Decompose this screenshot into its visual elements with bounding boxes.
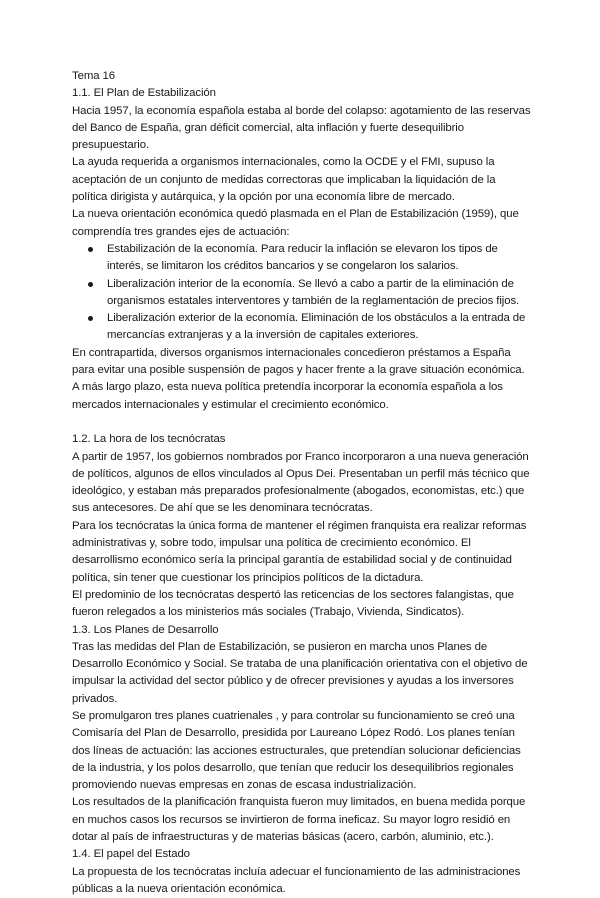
section-heading-1-1: 1.1. El Plan de Estabilización <box>72 87 216 100</box>
paragraph: El predominio de los tecnócratas despertó las reticencias de los sectores falangistas, que fueron relegados a los ministerios más sociales (Trabajo, Vivienda, Sindicatos). <box>72 588 514 619</box>
paragraph: Para los tecnócratas la única forma de mantener el régimen franquista era realizar reformas administrativas y, sobre todo, impulsar una política de crecimiento económico. El desarrollismo económico sería la principal garantía de estabilidad social y de continuidad política, sin tener que cuestionar los principios políticos de la dictadura. <box>72 519 527 584</box>
blank-line <box>72 414 532 431</box>
paragraph: Los resultados de la planificación franquista fueron muy limitados, en buena medida porque en muchos casos los recursos se invirtieron de forma ineficaz. Su mayor logro residió en dotar al país de infraestructuras y de materias básicas (acero, carbón, aluminio, etc.). <box>72 796 526 844</box>
bullet-icon <box>88 316 93 321</box>
bullet-icon <box>88 247 93 252</box>
paragraph: Hacia 1957, la economía española estaba al borde del colapso: agotamiento de las reservas del Banco de España, gran déficit comercial, alta inflación y fuerte desequilibrio presupuestario. <box>72 104 531 152</box>
section-heading-1-2: 1.2. La hora de los tecnócratas <box>72 433 226 446</box>
document-title: Tema 16 <box>72 70 115 82</box>
paragraph: A partir de 1957, los gobiernos nombrados por Franco incorporaron a una nueva generación de políticos, algunos de ellos vinculados al Opus Dei. Presentaban un perfil más técnico que ideológico, y estaban más preparados profesionalmente (abogados, economistas, etc.) que sus antecesores. De ahí que se les denominara tecnócratas. <box>72 450 530 515</box>
list-item-text: Estabilización de la economía. Para reducir la inflación se elevaron los tipos de interés, se limitaron los créditos bancarios y se congelaron los salarios. <box>107 242 498 273</box>
list-item <box>107 310 532 345</box>
section-heading-1-3: 1.3. Los Planes de Desarrollo <box>72 623 219 636</box>
paragraph: Se promulgaron tres planes cuatrienales , y para controlar su funcionamiento se creó una Comisaría del Plan de Desarrollo, presidida por Laureano López Rodó. Los planes tenían dos líneas de actuación: las acciones estructurales, que pretendían solucionar deficiencias de la industria, y los polos desarrollo, que tenían que reducir los desequilibrios regionales promoviendo nuevas empresas en zonas de escasa industrialización. <box>72 709 521 792</box>
paragraph: En contrapartida, diversos organismos internacionales concedieron préstamos a España para evitar una posible suspensión de pagos y hacer frente a la grave situación económica. <box>72 346 525 377</box>
bullet-list <box>72 241 532 345</box>
section-heading-1-4: 1.4. El papel del Estado <box>72 848 190 861</box>
list-item <box>107 276 532 311</box>
paragraph: La ayuda requerida a organismos internacionales, como la OCDE y el FMI, supuso la aceptación de un conjunto de medidas correctoras que implicaban la liquidación de la política dirigista y autárquica, y la opción por una economía libre de mercado. <box>72 156 496 204</box>
paragraph: A más largo plazo, esta nueva política pretendía incorporar la economía española a los mercados internacionales y estimular el crecimiento económico. <box>72 381 503 411</box>
paragraph: Tras las medidas del Plan de Estabilización, se pusieron en marcha unos Planes de Desarrollo Económico y Social. Se trataba de una planificación orientativa con el objetivo de impulsar la actividad del sector público y de ofrecer previsiones y ayudas a los inversores privados. <box>72 640 528 705</box>
bullet-icon <box>88 282 93 287</box>
paragraph: La nueva orientación económica quedó plasmada en el Plan de Estabilización (1959), que comprendía tres grandes ejes de actuación: <box>72 208 519 238</box>
paragraph: La propuesta de los tecnócratas incluía adecuar el funcionamiento de las administraciones públicas a la nueva orientación económica. <box>72 865 521 895</box>
list-item-text: Liberalización exterior de la economía. Eliminación de los obstáculos a la entrada de mercancías extranjeras y a la inversión de capitales exteriores. <box>107 312 526 342</box>
document-page <box>72 68 532 898</box>
list-item-text: Liberalización interior de la economía. Se llevó a cabo a partir de la eliminación de organismos estatales interventores y también de la reglamentación de precios fijos. <box>107 277 520 307</box>
list-item <box>107 241 532 276</box>
